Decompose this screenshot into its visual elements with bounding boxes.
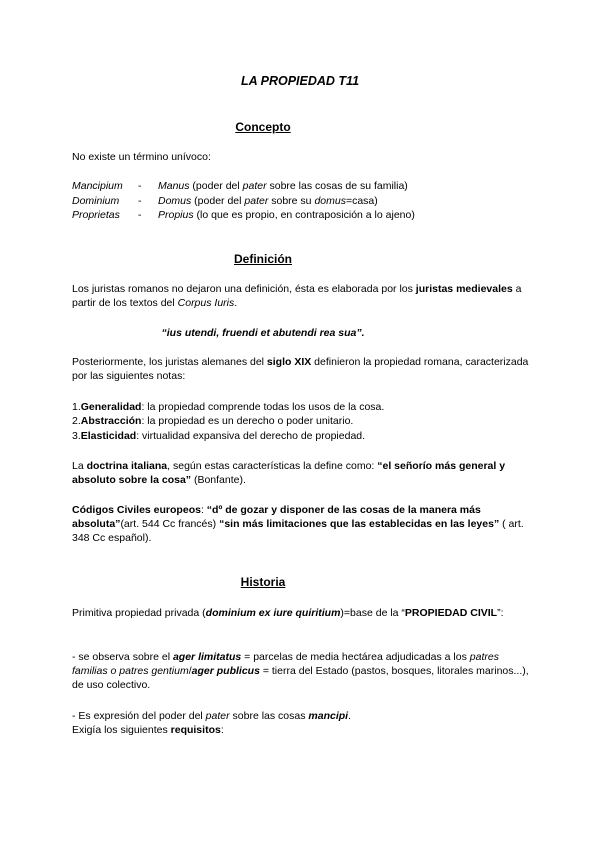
term-proprietas: Proprietas bbox=[72, 209, 120, 221]
concepto-intro: No existe un término unívoco: bbox=[72, 151, 211, 163]
section-heading-definicion: Definición bbox=[233, 252, 292, 266]
note-abstraccion: 2.Abstracción: la propiedad es un derecho o poder unitario. bbox=[72, 415, 354, 427]
term-dash: - bbox=[138, 180, 142, 192]
term-dash: - bbox=[138, 195, 142, 207]
historia-paragraph-1: Primitiva propiedad privada (dominium ex iure quiritium)=base de la “PROPIEDAD CIVIL”: bbox=[72, 607, 504, 619]
term-desc-propius: Propius (lo que es propio, en contraposición a lo ajeno) bbox=[158, 209, 415, 221]
note-generalidad: 1.Generalidad: la propiedad comprende todas los usos de la cosa. bbox=[72, 401, 385, 413]
historia-paragraph-3: - Es expresión del poder del pater sobre las cosas mancipi. bbox=[72, 710, 352, 722]
page-title: LA PROPIEDAD T11 bbox=[240, 74, 360, 88]
term-dash: - bbox=[138, 209, 142, 221]
historia-paragraph-2: - se observa sobre el ager limitatus = parcelas de media hectárea adjudicadas a los patres familias o patres gentium/ager publicus = tierra del Estado (pastos, bosques, litorales marinos...), de uso colectivo. bbox=[72, 651, 529, 691]
definicion-paragraph-3: La doctrina italiana, según estas características la define como: “el señorío más general y absoluto sobre la cosa” (Bonfante). bbox=[72, 460, 506, 486]
term-desc-domus: Domus (poder del pater sobre su domus=casa) bbox=[158, 195, 378, 207]
section-heading-historia: Historia bbox=[240, 575, 286, 589]
term-dominium: Dominium bbox=[72, 195, 120, 207]
definicion-paragraph-4: Códigos Civiles europeos: “dº de gozar y disponer de las cosas de la manera más absoluta”(art. 544 Cc francés) “sin más limitaciones que las establecidas en las leyes” ( art. 348 Cc español). bbox=[72, 504, 524, 544]
definicion-paragraph-2: Posteriormente, los juristas alemanes del siglo XIX definieron la propiedad romana, caracterizada por las siguientes notas: bbox=[72, 356, 529, 382]
term-desc-manus: Manus (poder del pater sobre las cosas de su familia) bbox=[158, 180, 408, 192]
note-elasticidad: 3.Elasticidad: virtualidad expansiva del derecho de propiedad. bbox=[72, 430, 366, 442]
term-mancipium: Mancipium bbox=[72, 180, 123, 192]
section-heading-concepto: Concepto bbox=[235, 120, 291, 134]
definicion-paragraph-1: Los juristas romanos no dejaron una definición, ésta es elaborada por los juristas medievales a partir de los textos del Corpus Iuris. bbox=[72, 283, 522, 309]
definicion-quote: “ius utendi, fruendi et abutendi rea sua”. bbox=[161, 327, 365, 339]
historia-paragraph-4: Exigía los siguientes requisitos: bbox=[72, 724, 224, 736]
